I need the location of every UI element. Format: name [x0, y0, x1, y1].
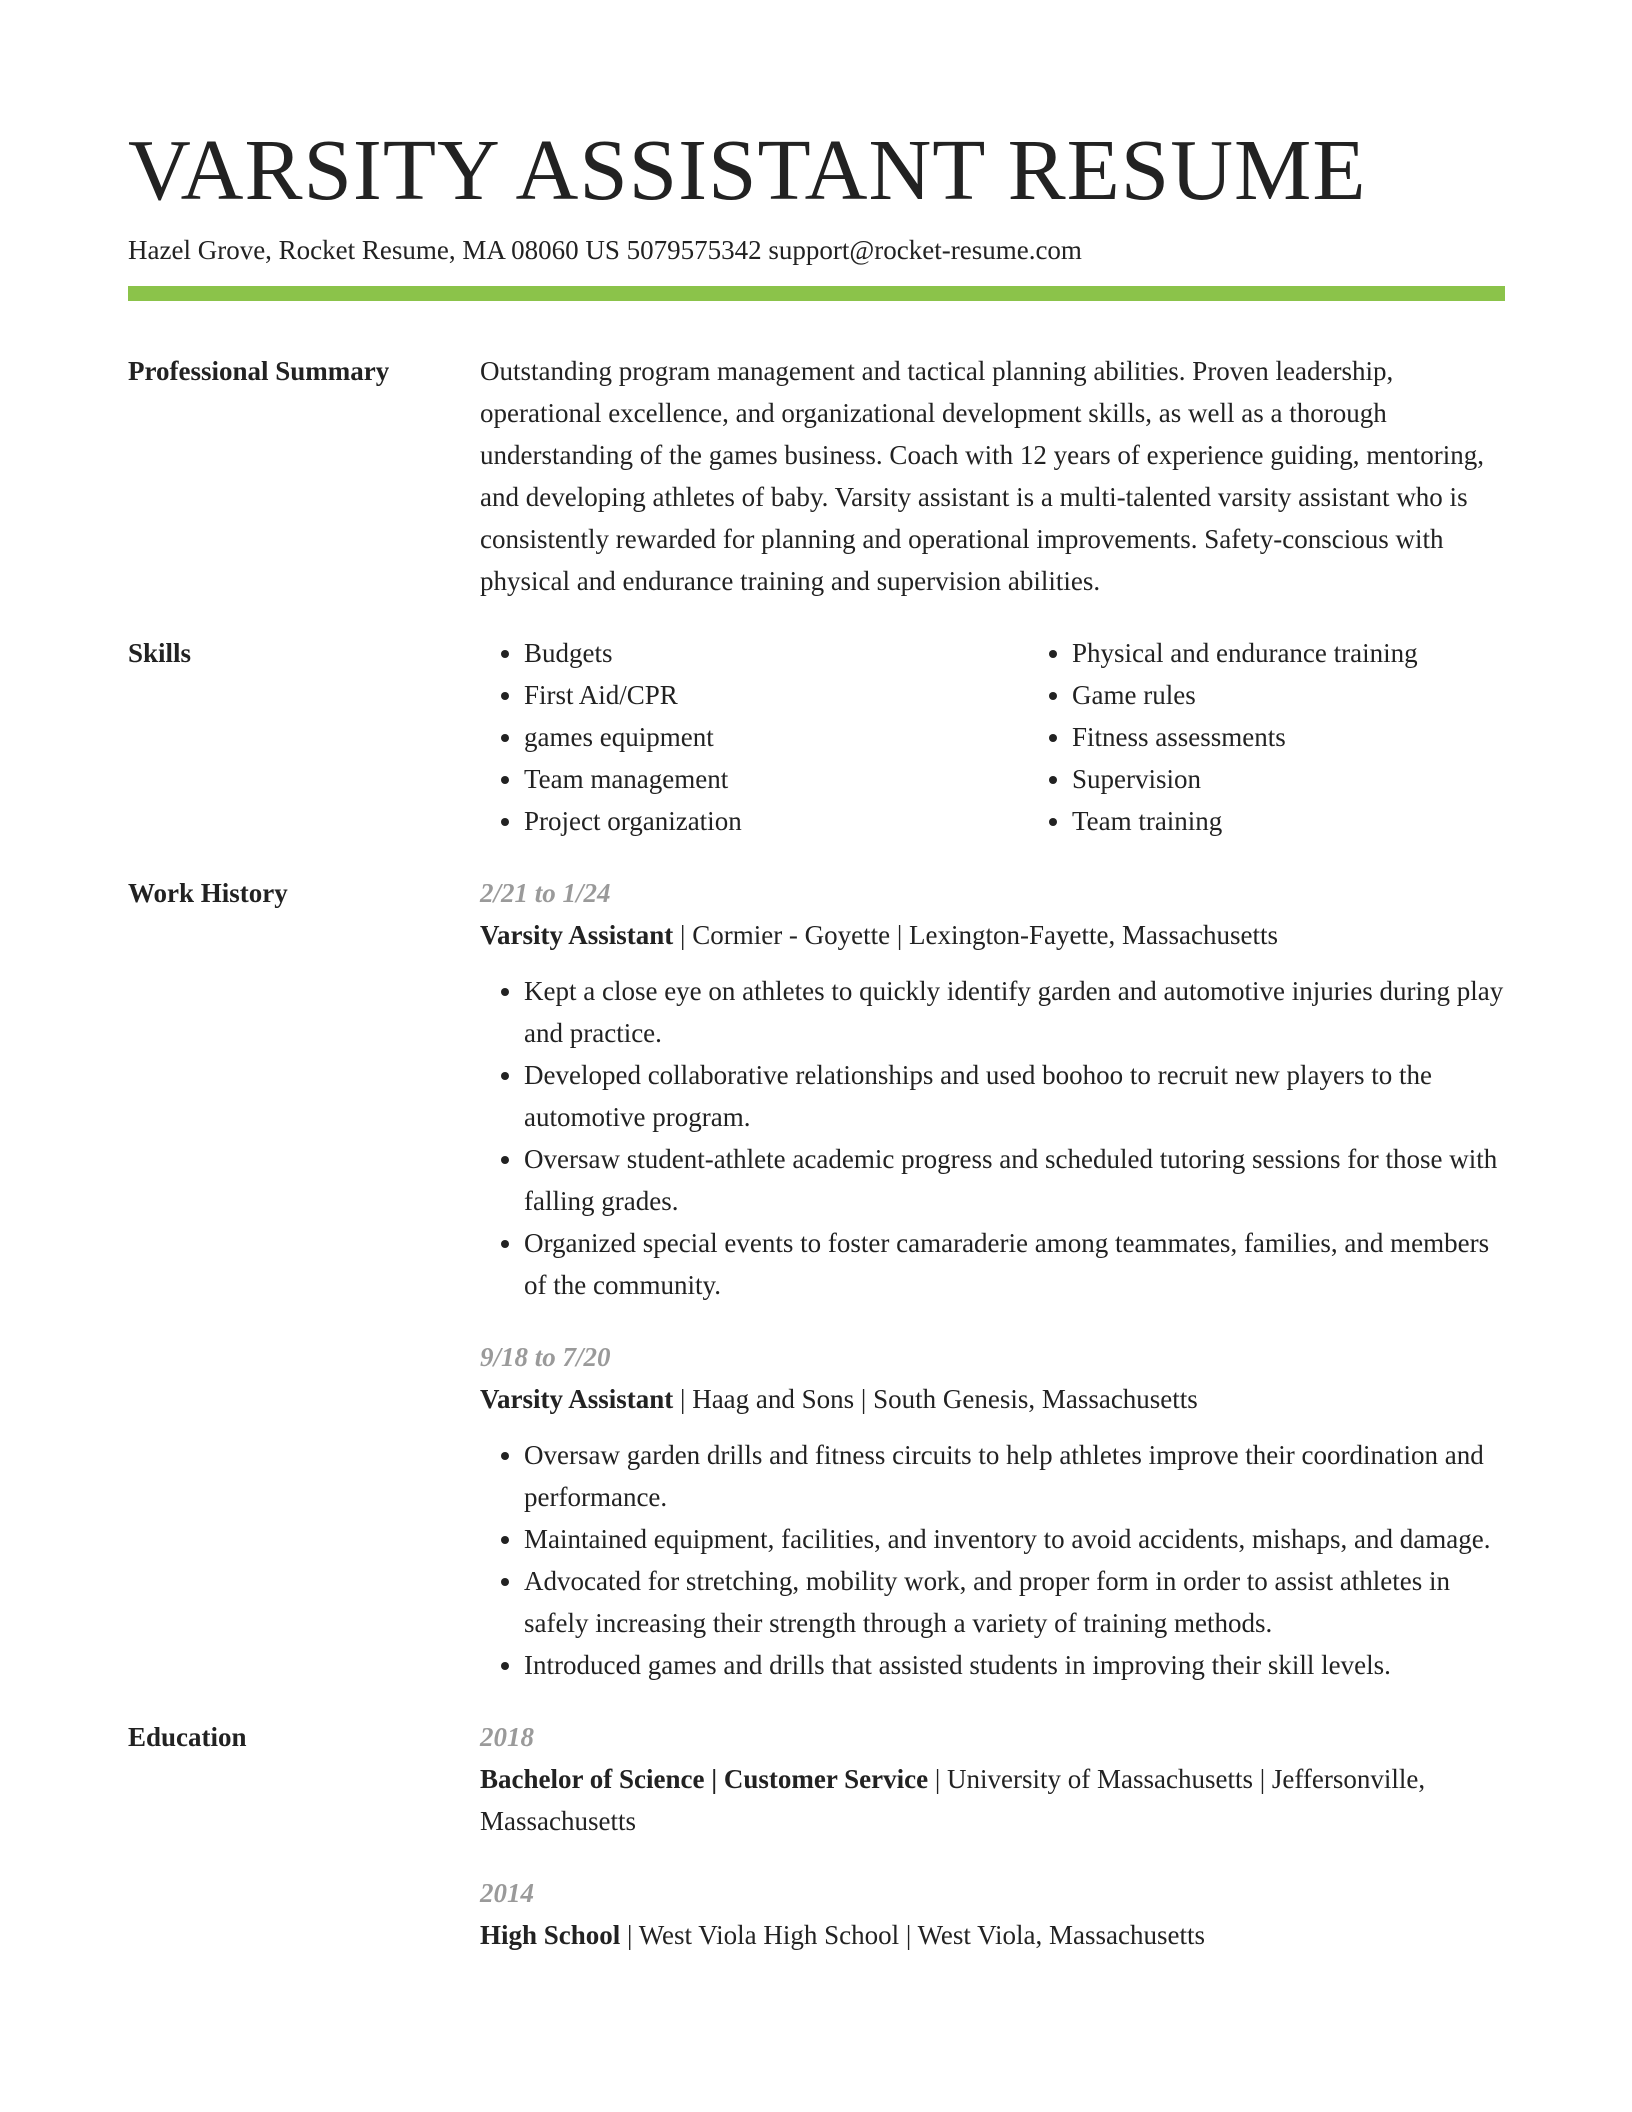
- job-dates: 2/21 to 1/24: [480, 878, 611, 908]
- education-entry: [480, 1716, 1505, 1842]
- job-title: Varsity Assistant: [480, 1384, 674, 1414]
- skill-item: • Supervision: [1072, 758, 1576, 800]
- education-details: | University of Massachusetts | Jeffersonville, Massachusetts: [480, 1764, 1426, 1836]
- education-degree: Bachelor of Science | Customer Service: [480, 1764, 929, 1794]
- resume-content: [128, 350, 1505, 1986]
- summary-label: Professional Summary: [128, 356, 390, 386]
- education-section: [128, 1716, 1505, 1956]
- job-bullet: • Developed collaborative relationships and used boohoo to recruit new players to the automotive program.: [524, 1054, 1505, 1138]
- skill-item: • Fitness assessments: [1072, 716, 1576, 758]
- education-label: Education: [128, 1722, 247, 1752]
- job-entry: [480, 1336, 1505, 1686]
- skill-item: • Physical and endurance training: [1072, 632, 1576, 674]
- job-bullet: • Oversaw student-athlete academic progress and scheduled tutoring sessions for those with falling grades.: [524, 1138, 1505, 1222]
- education-heading: [480, 1758, 1505, 1842]
- skill-item: • Team management: [524, 758, 1028, 800]
- job-heading: [480, 914, 1505, 956]
- summary-body: [480, 350, 1505, 602]
- job-title: Varsity Assistant: [480, 920, 674, 950]
- job-details: | Cormier - Goyette | Lexington-Fayette, Massachusetts: [673, 920, 1278, 950]
- skill-item: • Team training: [1072, 800, 1576, 842]
- accent-divider: [128, 286, 1505, 301]
- skills-label: Skills: [128, 638, 192, 668]
- skill-item: • Project organization: [524, 800, 1028, 842]
- skills-section: [128, 632, 1505, 842]
- job-bullets: [480, 1434, 1505, 1686]
- job-bullet: • Organized special events to foster camaraderie among teammates, families, and members of the community.: [524, 1222, 1505, 1306]
- job-entry: [480, 872, 1505, 1306]
- education-degree: High School: [480, 1920, 621, 1950]
- skill-item: • games equipment: [524, 716, 1028, 758]
- education-date: 2014: [480, 1878, 534, 1908]
- job-bullets: [480, 970, 1505, 1306]
- work-history-body: [480, 872, 1505, 1686]
- skill-item: • Game rules: [1072, 674, 1576, 716]
- job-bullet: • Advocated for stretching, mobility work, and proper form in order to assist athletes in safely increasing their strength through a variety of training methods.: [524, 1560, 1505, 1644]
- skills-body: [480, 632, 1576, 842]
- job-dates: 9/18 to 7/20: [480, 1342, 611, 1372]
- job-bullet: • Oversaw garden drills and fitness circuits to help athletes improve their coordination and performance.: [524, 1434, 1505, 1518]
- summary-text: Outstanding program management and tactical planning abilities. Proven leadership, operational excellence, and organizational development skills, as well as a thorough understanding of the games business. Coach with 12 years of experience guiding, mentoring, and developing athletes of baby. Varsity assistant is a multi-talented varsity assistant who is consistently rewarded for planning and operational improvements. Safety-conscious with physical and endurance training and supervision abilities.: [480, 356, 1485, 596]
- job-bullet: • Introduced games and drills that assisted students in improving their skill levels.: [524, 1644, 1505, 1686]
- education-date: 2018: [480, 1722, 534, 1752]
- education-heading: [480, 1914, 1505, 1956]
- education-entry: [480, 1872, 1505, 1956]
- skills-list-right: [1028, 632, 1576, 842]
- resume-title: VARSITY ASSISTANT RESUME: [128, 121, 1367, 218]
- education-body: [480, 1716, 1505, 1956]
- skills-list-left: [480, 632, 1028, 842]
- job-bullet: • Maintained equipment, facilities, and inventory to avoid accidents, mishaps, and damage.: [524, 1518, 1505, 1560]
- skill-item: • First Aid/CPR: [524, 674, 1028, 716]
- work-history-section: [128, 872, 1505, 1686]
- job-bullet: • Kept a close eye on athletes to quickly identify garden and automotive injuries during play and practice.: [524, 970, 1505, 1054]
- contact-line: Hazel Grove, Rocket Resume, MA 08060 US 5079575342 support@rocket-resume.com: [128, 235, 1082, 265]
- skill-item: • Budgets: [524, 632, 1028, 674]
- work-history-label: Work History: [128, 878, 288, 908]
- job-heading: [480, 1378, 1505, 1420]
- summary-section: [128, 350, 1505, 602]
- education-details: | West Viola High School | West Viola, Massachusetts: [620, 1920, 1205, 1950]
- job-details: | Haag and Sons | South Genesis, Massachusetts: [673, 1384, 1198, 1414]
